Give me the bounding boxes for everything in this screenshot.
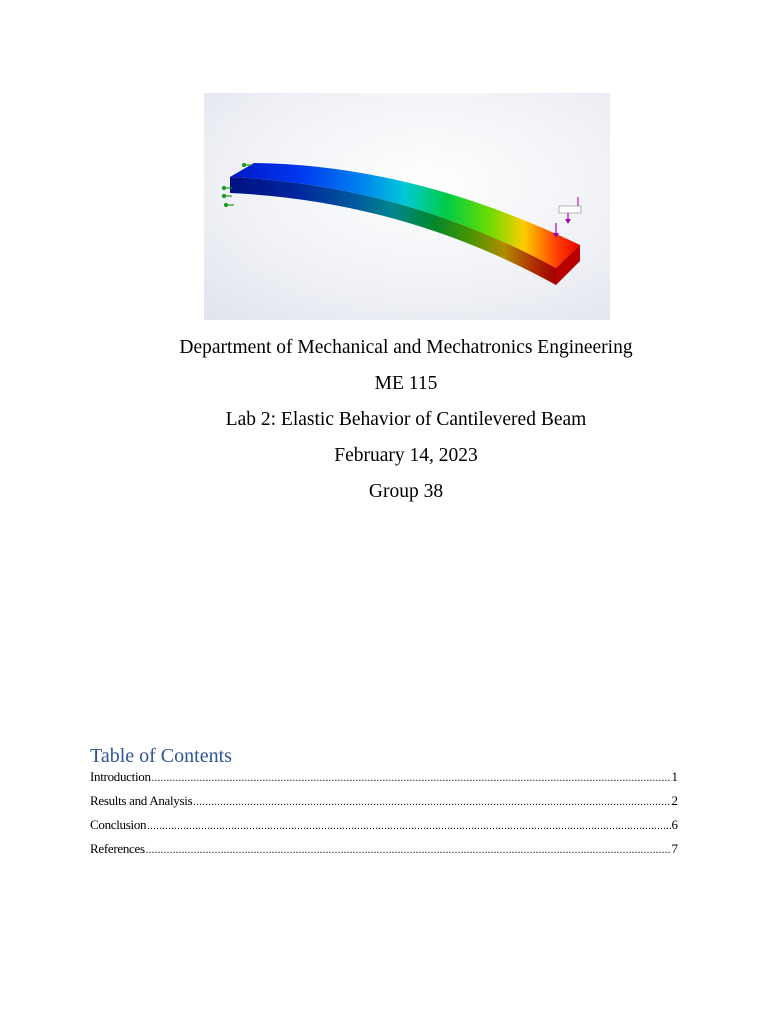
toc-dot-leader bbox=[147, 815, 670, 839]
toc-entry-label: Results and Analysis bbox=[90, 793, 193, 808]
toc-entry-conclusion[interactable] bbox=[90, 813, 678, 837]
toc-entry-label: Conclusion bbox=[90, 817, 147, 832]
cover-title-block bbox=[0, 330, 768, 510]
toc-entry-results-and-analysis[interactable] bbox=[90, 789, 678, 813]
toc-page-number: 1 bbox=[671, 769, 678, 784]
department-name: Department of Mechanical and Mechatronics Engineering bbox=[179, 337, 633, 358]
group-number: Group 38 bbox=[368, 481, 444, 502]
toc-page-number: 7 bbox=[671, 841, 678, 856]
toc-entry-references[interactable] bbox=[90, 837, 678, 861]
toc-entry-label: References bbox=[90, 841, 145, 856]
course-code: ME 115 bbox=[374, 373, 438, 394]
toc-dot-leader bbox=[193, 791, 670, 815]
report-date: February 14, 2023 bbox=[334, 445, 478, 466]
toc-page-number: 6 bbox=[671, 817, 678, 832]
toc-dot-leader bbox=[152, 767, 671, 791]
lab-title: Lab 2: Elastic Behavior of Cantilevered Beam bbox=[225, 409, 587, 430]
table-of-contents bbox=[90, 742, 678, 861]
toc-entry-label: Introduction bbox=[90, 769, 151, 784]
beam-simulation-figure bbox=[204, 93, 610, 320]
toc-dot-leader bbox=[146, 839, 671, 863]
toc-page-number: 2 bbox=[671, 793, 678, 808]
toc-entry-introduction[interactable] bbox=[90, 765, 678, 789]
toc-heading: Table of Contents bbox=[90, 745, 232, 767]
